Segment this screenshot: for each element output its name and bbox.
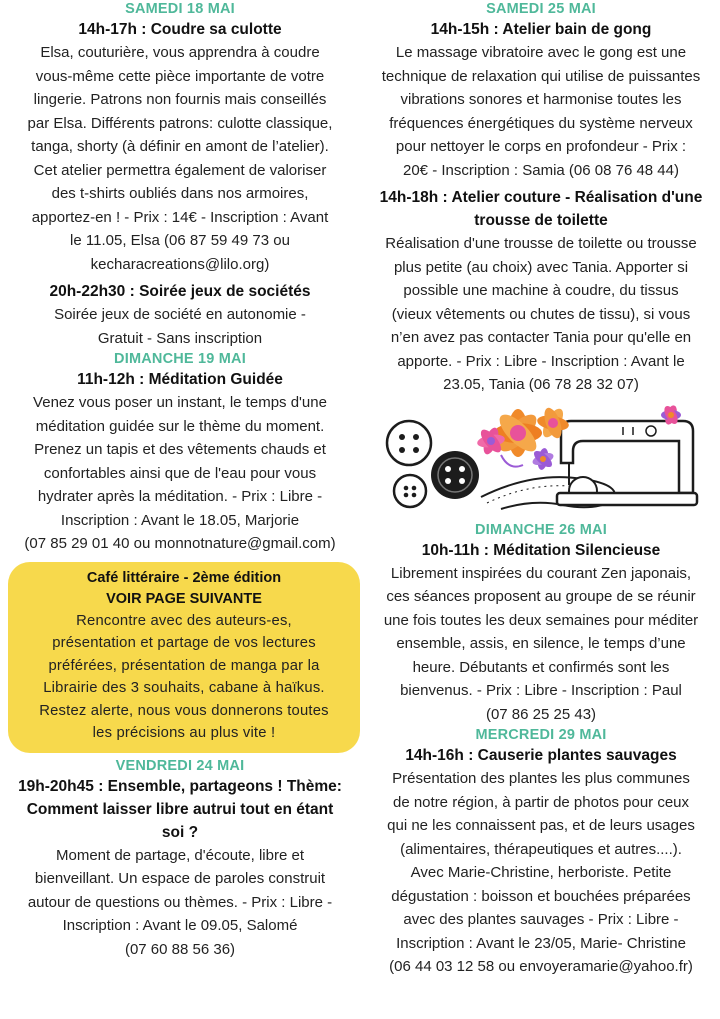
- event-title-couture-line: 14h-18h : Atelier couture - Réalisation d'une: [379, 189, 703, 206]
- event-title-jeux-societe: 20h-22h30 : Soirée jeux de sociétés: [49, 283, 311, 300]
- event-title-couture-line: trousse de toilette: [474, 212, 608, 229]
- day-heading-dimanche-19: DIMANCHE 19 MAI: [114, 351, 246, 367]
- event-desc-coudre-culotte: [0, 41, 360, 276]
- desc-line: avec des plantes sauvages - Prix : Libre -: [403, 911, 679, 928]
- desc-line: tanga, shorty (à définir en amont de l’atelier).: [31, 138, 329, 155]
- desc-line: Moment de partage, d'écoute, libre et: [55, 846, 304, 864]
- desc-line: heure. Débutants et confirmés sont les: [412, 658, 670, 676]
- event-title-causerie-plantes: 14h-16h : Causerie plantes sauvages: [405, 747, 677, 764]
- desc-line: bienvenus. - Prix : Libre - Inscription : Paul: [400, 682, 682, 699]
- desc-line: possible une machine à coudre, du tissus: [403, 282, 679, 299]
- desc-line: plus petite (au choix) avec Tania. Apporter si: [393, 258, 689, 276]
- desc-line: Inscription : Avant le 23/05, Marie- Christine: [396, 934, 686, 952]
- day-heading-samedi-25: SAMEDI 25 MAI: [486, 1, 596, 17]
- desc-line: Inscription : Avant le 18.05, Marjorie: [60, 511, 300, 529]
- desc-line: le 11.05, Elsa (06 87 59 49 73 ou: [70, 232, 290, 249]
- cafe-see-next-page: VOIR PAGE SUIVANTE: [106, 590, 262, 607]
- desc-line: Inscription : Avant le 09.05, Salomé: [62, 917, 298, 934]
- desc-line: ensemble, assis, en silence, le temps d’une: [396, 635, 686, 652]
- desc-line: technique de relaxation qui utilise de puissantes: [381, 67, 701, 85]
- desc-line: Avec Marie-Christine, herboriste. Petite: [410, 864, 672, 881]
- desc-line: 20€ - Inscription : Samia (06 08 76 48 44): [403, 161, 679, 179]
- desc-line: Gratuit - Sans inscription: [97, 329, 263, 347]
- desc-line: (07 86 25 25 43): [485, 705, 597, 723]
- cafe-litteraire-box: [8, 562, 360, 753]
- desc-line: 23.05, Tania (06 78 28 32 07): [443, 376, 639, 393]
- desc-line: lingerie. Patrons non fournis mais conseillés: [33, 91, 327, 108]
- desc-line: Le massage vibratoire avec le gong est une: [395, 44, 687, 61]
- desc-line: Cet atelier permettra également de valoriser: [33, 161, 327, 179]
- desc-line: dégustation : boisson et bouchées préparées: [391, 887, 691, 905]
- desc-line: Elsa, couturière, vous apprendra à coudre: [40, 44, 320, 61]
- sewing-illustration-svg: [383, 401, 699, 515]
- right-column: [362, 0, 720, 979]
- desc-line: Venez vous poser un instant, le temps d'une: [33, 394, 327, 411]
- desc-line: (vieux vêtements ou chutes de tissu), si vous: [391, 305, 691, 323]
- desc-line: vous-même cette pièce importante de votre: [35, 67, 325, 85]
- desc-line: Restez alerte, nous vous donnerons toutes: [39, 702, 329, 719]
- day-heading-samedi-18: SAMEDI 18 MAI: [125, 1, 235, 17]
- buttons-icon: [387, 421, 479, 507]
- desc-line: hydrater après la méditation. - Prix : Libre -: [37, 488, 323, 505]
- day-heading-vendredi-24: VENDREDI 24 MAI: [115, 757, 245, 774]
- desc-line: bienveillant. Un espace de paroles construit: [34, 870, 326, 887]
- desc-line: (06 44 03 12 58 ou envoyeramarie@yahoo.fr): [389, 958, 693, 975]
- sewing-illustration: [383, 401, 699, 515]
- desc-line: (07 60 88 56 36): [124, 940, 236, 958]
- desc-line: préférées, présentation de manga par la: [48, 657, 320, 674]
- desc-line: Librairie des 3 souhaits, cabane à haïkus.: [43, 680, 325, 696]
- desc-line: fréquences énergétiques du système nerveux: [389, 114, 693, 132]
- desc-line: apporte. - Prix : Libre - Inscription : Avant le: [397, 352, 685, 370]
- desc-line: Réalisation d'une trousse de toilette ou trousse: [385, 235, 697, 252]
- desc-line: Soirée jeux de société en autonomie -: [54, 306, 306, 323]
- day-heading-dimanche-26: DIMANCHE 26 MAI: [475, 521, 607, 538]
- cafe-title: Café littéraire - 2ème édition: [86, 569, 282, 586]
- event-title-ensemble-line: 19h-20h45 : Ensemble, partageons ! Thème:: [18, 777, 342, 795]
- event-title-bain-gong: 14h-15h : Atelier bain de gong: [430, 21, 652, 38]
- event-title-coudre-culotte: 14h-17h : Coudre sa culotte: [78, 21, 282, 38]
- desc-line: des t-shirts oubliés dans nos armoires,: [51, 185, 309, 202]
- desc-line: présentation et partage de vos lectures: [52, 635, 316, 651]
- desc-line: Prenez un tapis et des vêtements chauds et: [34, 441, 326, 458]
- desc-line: vibrations sonores et harmonise toutes les: [400, 91, 682, 108]
- desc-line: pour nettoyer le corps en profondeur - Prix :: [395, 138, 687, 155]
- desc-line: (alimentaires, thérapeutiques et autres....).: [400, 840, 682, 858]
- desc-line: de notre région, à partir de photos pour ceux: [392, 793, 690, 811]
- desc-line: ces séances proposent au groupe de se réunir: [386, 588, 696, 605]
- desc-line: kecharacreations@lilo.org): [90, 255, 270, 273]
- desc-line: Librement inspirées du courant Zen japonais,: [390, 564, 692, 582]
- event-title-meditation-guidee: 11h-12h : Méditation Guidée: [77, 371, 283, 388]
- desc-line: (07 85 29 01 40 ou monnotnature@gmail.com): [24, 535, 336, 552]
- desc-line: confortables ainsi que de l'eau pour vous: [43, 464, 317, 482]
- desc-line: n’en avez pas contacter Tania pour qu'elle en: [390, 329, 692, 346]
- desc-line: Présentation des plantes les plus communes: [392, 770, 690, 787]
- desc-line: qui ne les connaissent pas, et de leurs usages: [387, 817, 695, 834]
- sewing-machine-icon: [557, 421, 697, 505]
- event-title-ensemble-line: Comment laisser libre autrui tout en étant: [26, 800, 334, 818]
- desc-line: Rencontre avec des auteurs-es,: [76, 612, 292, 629]
- desc-line: apportez-en ! - Prix : 14€ - Inscription : Avant: [31, 208, 329, 226]
- desc-line: les précisions au plus vite !: [92, 725, 276, 741]
- day-heading-mercredi-29: MERCREDI 29 MAI: [475, 727, 607, 743]
- event-title-meditation-silencieuse: 10h-11h : Méditation Silencieuse: [421, 541, 661, 559]
- left-column: [0, 0, 360, 961]
- desc-line: autour de questions ou thèmes. - Prix : Libre -: [27, 893, 333, 911]
- desc-line: méditation guidée sur le thème du moment.: [35, 417, 325, 435]
- event-title-ensemble-line: soi ?: [161, 823, 199, 841]
- desc-line: par Elsa. Différents patrons: culotte classique,: [27, 114, 333, 132]
- desc-line: une fois toutes les deux semaines pour méditer: [383, 611, 699, 629]
